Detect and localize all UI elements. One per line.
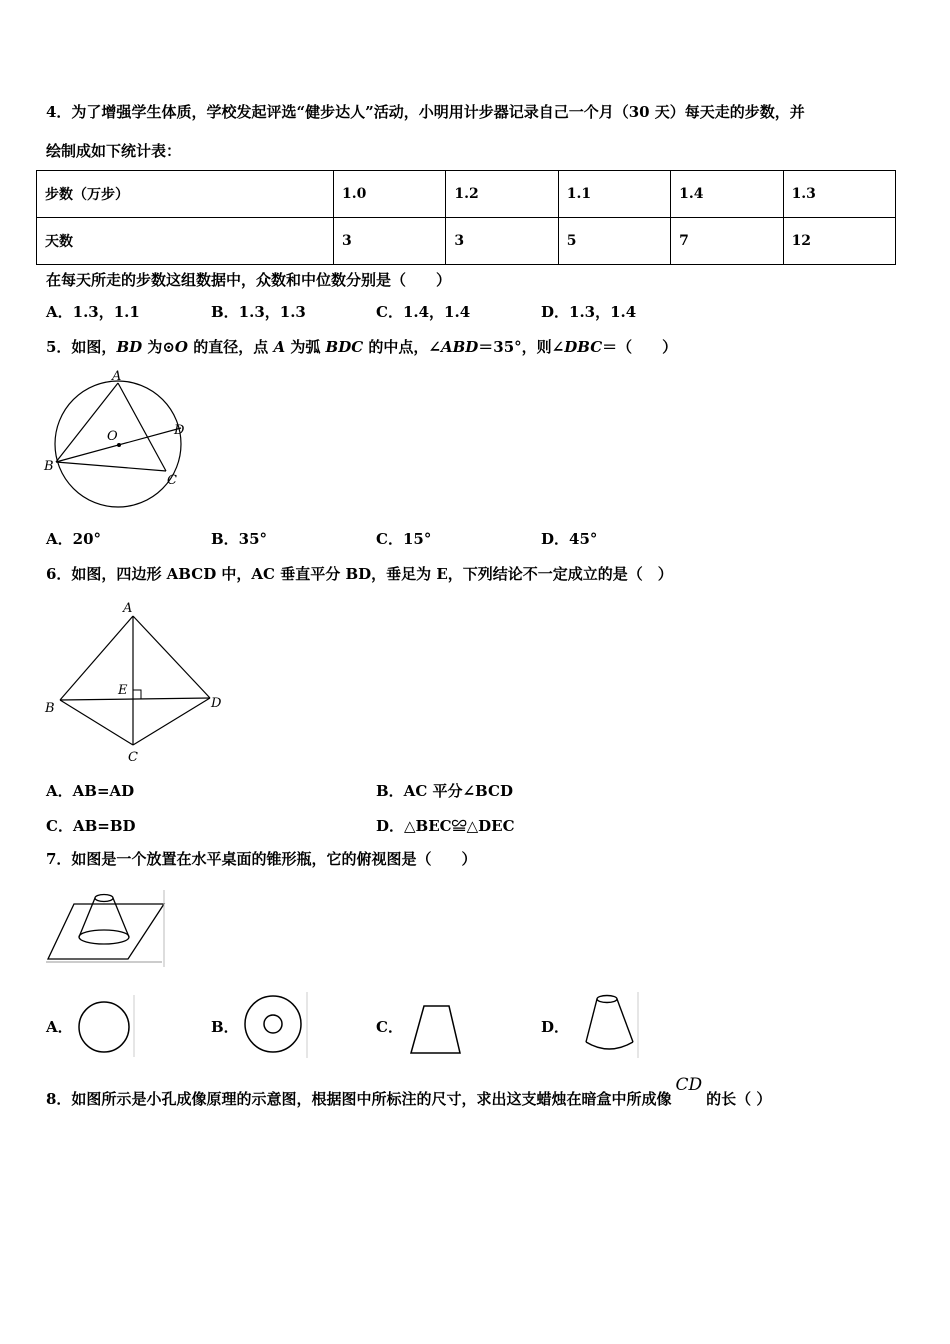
table-row: [37, 218, 896, 265]
option-a-circle-icon: [72, 993, 136, 1059]
q6-option-d: D．△BEC≌△DEC: [376, 817, 515, 835]
label-o: O: [107, 429, 118, 444]
table-cell: 1.3: [783, 171, 895, 218]
label-b: B: [44, 459, 54, 474]
steps-table: [36, 170, 896, 265]
label-a: A: [123, 601, 133, 616]
cd-symbol: CD: [675, 1075, 703, 1095]
table-cell: 1.2: [446, 171, 558, 218]
table-cell: 步数（万步）: [37, 171, 334, 218]
q6-option-a: A．AB=AD: [46, 782, 135, 800]
q4-question: 在每天所走的步数这组数据中，众数和中位数分别是（ ）: [46, 271, 452, 289]
option-d-cone-icon: [566, 990, 642, 1060]
label-a: A: [112, 369, 122, 384]
q5-stem: 5．如图，BD 为⊙O 的直径，点 A 为弧 BDC 的中点，∠ABD＝35°，则∠DBC＝（ ）: [46, 338, 678, 356]
label-d: D: [211, 696, 222, 711]
label-d: D: [174, 423, 185, 438]
q7-option-d-label: D．: [541, 1018, 570, 1036]
q5-option-d: D．45°: [541, 530, 598, 548]
quadrilateral-figure: [40, 598, 240, 768]
table-cell: 5: [558, 218, 670, 265]
q6-stem: 6．如图，四边形 ABCD 中，AC 垂直平分 BD，垂足为 E，下列结论不一定成立的是（ ）: [46, 565, 673, 583]
table-cell: 1.1: [558, 171, 670, 218]
q5-option-c: C．15°: [376, 530, 432, 548]
label-b: B: [45, 701, 55, 716]
table-cell: 3: [446, 218, 558, 265]
table-cell: 1.4: [671, 171, 783, 218]
q7-option-a-label: A．: [46, 1018, 73, 1036]
label-e: E: [118, 683, 128, 698]
q4-stem-line2: 绘制成如下统计表：: [46, 142, 182, 160]
table-cell: 3: [334, 218, 446, 265]
q7-stem: 7．如图是一个放置在水平桌面的锥形瓶，它的俯视图是（ ）: [46, 850, 477, 868]
table-cell: 7: [671, 218, 783, 265]
option-b-concentric-circles-icon: [240, 990, 310, 1060]
label-c: C: [167, 473, 177, 488]
q4-option-c: C．1.4，1.4: [376, 303, 471, 321]
q5-option-b: B．35°: [211, 530, 268, 548]
table-cell: 天数: [37, 218, 334, 265]
q4-option-d: D．1.3，1.4: [541, 303, 637, 321]
option-c-trapezoid-icon: [404, 998, 468, 1060]
table-row: [37, 171, 896, 218]
q7-option-c-label: C．: [376, 1018, 403, 1036]
q6-option-c: C．AB=BD: [46, 817, 136, 835]
q8-stem: 8．如图所示是小孔成像原理的示意图，根据图中所标注的尺寸，求出这支蜡烛在暗盒中所成像CD的长（ ）: [46, 1075, 772, 1108]
q4-option-a: A．1.3，1.1: [46, 303, 140, 321]
q4-stem-line1: 4．为了增强学生体质，学校发起评选“健步达人”活动，小明用计步器记录自己一个月（30 天）每天走的步数，并: [46, 103, 805, 121]
table-cell: 1.0: [334, 171, 446, 218]
conical-flask-figure: [46, 887, 166, 972]
circle-figure: [40, 370, 200, 515]
table-cell: 12: [783, 218, 895, 265]
q7-option-b-label: B．: [211, 1018, 239, 1036]
label-c: C: [128, 750, 138, 765]
q4-option-b: B．1.3，1.3: [211, 303, 306, 321]
q5-option-a: A．20°: [46, 530, 102, 548]
q6-option-b: B．AC 平分∠BCD: [376, 782, 513, 800]
